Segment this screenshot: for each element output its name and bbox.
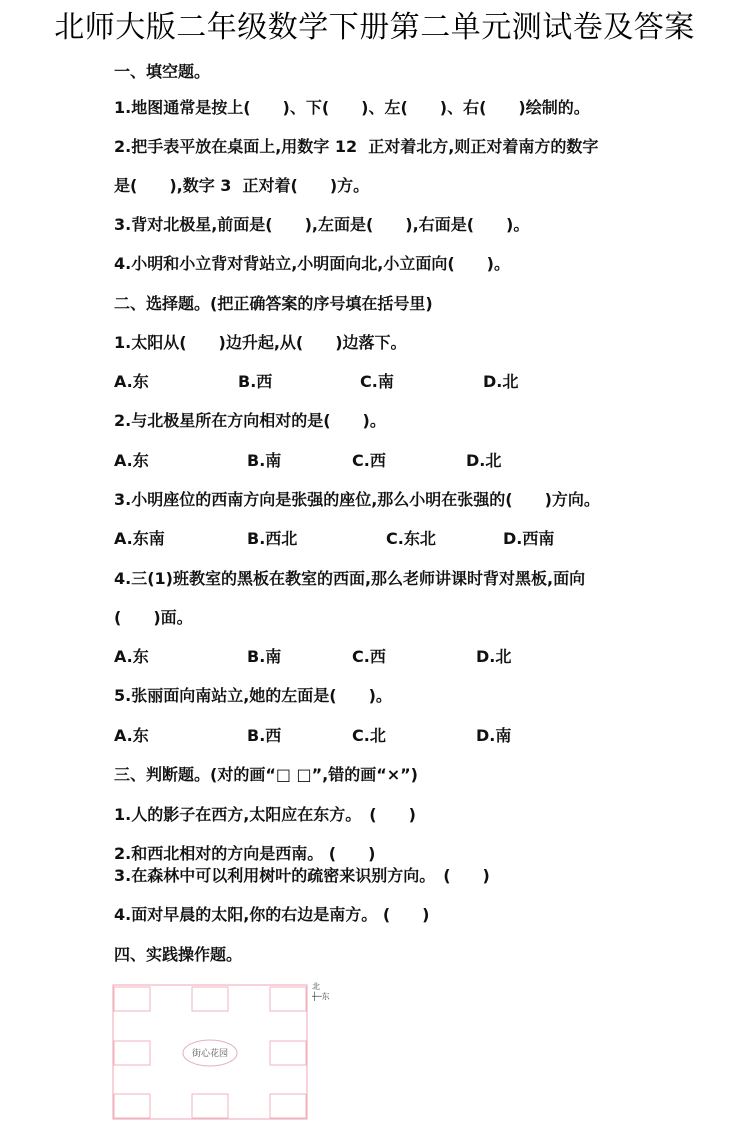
choice-4-option-a: A.东 bbox=[114, 647, 149, 666]
choice-2-option-d: D.北 bbox=[466, 451, 502, 470]
choice-2-option-b: B.南 bbox=[247, 451, 282, 470]
choice-4-option-c: C.西 bbox=[352, 647, 386, 666]
question-fill-4: 4.小明和小立背对背站立,小明面向北,小立面向( )。 bbox=[114, 254, 510, 273]
seat-box bbox=[192, 1094, 228, 1118]
choice-4-option-d: D.北 bbox=[476, 647, 512, 666]
choice-1-option-d: D.北 bbox=[483, 372, 519, 391]
seat-box bbox=[192, 987, 228, 1011]
choice-3-option-d: D.西南 bbox=[503, 529, 555, 548]
seat-box bbox=[270, 987, 306, 1011]
choice-1-option-c: C.南 bbox=[360, 372, 394, 391]
compass-arrow-row bbox=[312, 992, 330, 1002]
choice-1-option-b: B.西 bbox=[238, 372, 273, 391]
section-heading-fill-in: 一、填空题。 bbox=[114, 62, 211, 81]
question-fill-2-line1: 2.把手表平放在桌面上,用数字 12 正对着北方,则正对着南方的数字 bbox=[114, 137, 599, 156]
compass-north-label: 北 bbox=[312, 982, 320, 991]
compass-indicator bbox=[312, 982, 330, 1002]
section-heading-choice: 二、选择题。(把正确答案的序号填在括号里) bbox=[114, 294, 433, 313]
section-heading-practice: 四、实践操作题。 bbox=[114, 945, 243, 964]
center-label: 街心花园 bbox=[191, 1049, 229, 1059]
choice-4-option-b: B.南 bbox=[247, 647, 282, 666]
choice-2-option-a: A.东 bbox=[114, 451, 149, 470]
question-choice-1: 1.太阳从( )边升起,从( )边落下。 bbox=[114, 333, 407, 352]
seat-box bbox=[270, 1094, 306, 1118]
question-choice-3: 3.小明座位的西南方向是张强的座位,那么小明在张强的( )方向。 bbox=[114, 490, 600, 509]
question-choice-4-line1: 4.三(1)班教室的黑板在教室的西面,那么老师讲课时背对黑板,面向 bbox=[114, 569, 586, 588]
choice-5-option-d: D.南 bbox=[476, 726, 512, 745]
question-fill-3: 3.背对北极星,前面是( ),左面是( ),右面是( )。 bbox=[114, 215, 530, 234]
question-fill-2-line2: 是( ),数字 3 正对着( )方。 bbox=[114, 176, 370, 195]
choice-5-option-c: C.北 bbox=[352, 726, 386, 745]
seat-box bbox=[270, 1041, 306, 1065]
page-title: 北师大版二年级数学下册第二单元测试卷及答案 bbox=[54, 10, 695, 45]
question-choice-5: 5.张丽面向南站立,她的左面是( )。 bbox=[114, 686, 392, 705]
question-choice-2: 2.与北极星所在方向相对的是( )。 bbox=[114, 411, 386, 430]
choice-3-option-b: B.西北 bbox=[247, 529, 298, 548]
question-judge-2: 2.和西北相对的方向是西南。 ( ) bbox=[114, 844, 376, 863]
choice-1-option-a: A.东 bbox=[114, 372, 149, 391]
question-judge-1: 1.人的影子在西方,太阳应在东方。 ( ) bbox=[114, 805, 416, 824]
question-fill-1: 1.地图通常是按上( )、下( )、左( )、右( )绘制的。 bbox=[114, 98, 590, 117]
park-map-diagram bbox=[112, 984, 308, 1122]
choice-3-option-c: C.东北 bbox=[386, 529, 436, 548]
compass-east-label: 东 bbox=[321, 992, 330, 1001]
compass-arrow-icon: ┼─ bbox=[312, 992, 322, 1001]
choice-2-option-c: C.西 bbox=[352, 451, 386, 470]
section-heading-judge: 三、判断题。(对的画“□ □”,错的画“×”) bbox=[114, 765, 418, 784]
seat-box bbox=[114, 1094, 150, 1118]
question-judge-3: 3.在森林中可以利用树叶的疏密来识别方向。 ( ) bbox=[114, 866, 490, 885]
choice-5-option-a: A.东 bbox=[114, 726, 149, 745]
seat-box bbox=[114, 987, 150, 1011]
question-choice-4-line2: ( )面。 bbox=[114, 608, 193, 627]
choice-3-option-a: A.东南 bbox=[114, 529, 165, 548]
seat-box bbox=[114, 1041, 150, 1065]
choice-5-option-b: B.西 bbox=[247, 726, 282, 745]
question-judge-4: 4.面对早晨的太阳,你的右边是南方。 ( ) bbox=[114, 905, 430, 924]
